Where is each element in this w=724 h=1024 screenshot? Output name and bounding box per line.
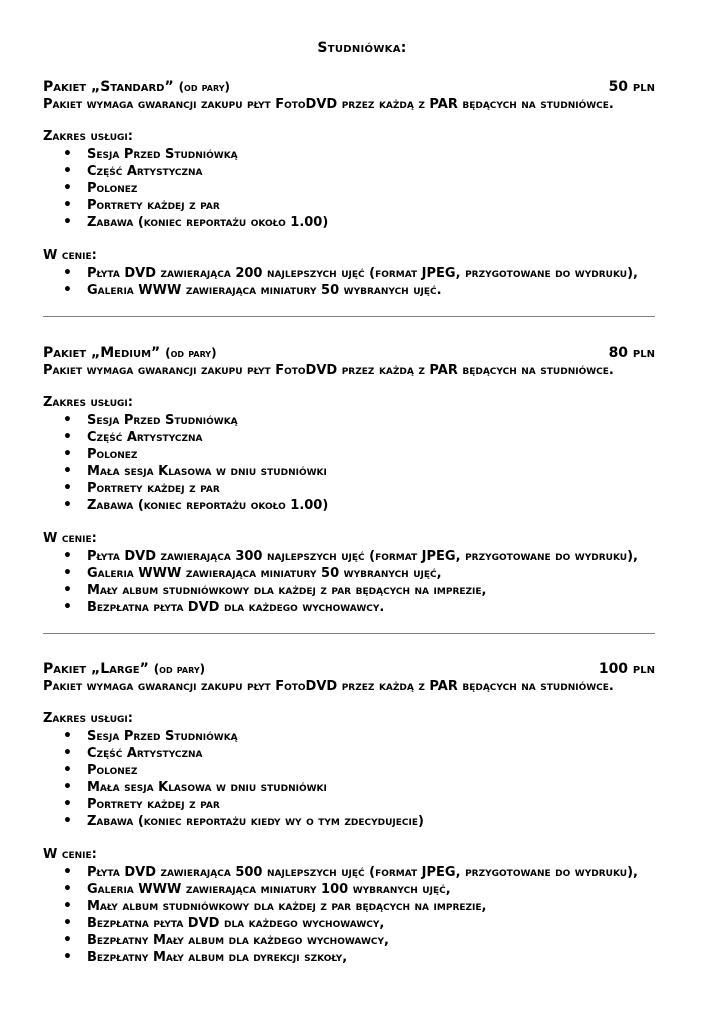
package-price: 80 pln	[608, 345, 655, 361]
package-name-row	[43, 79, 230, 95]
included-label: W cenie:	[43, 847, 97, 862]
package-standard	[43, 79, 655, 299]
scope-label: Zakres usługi:	[43, 395, 133, 410]
list-item: • Sesja Przed Studniówką	[43, 146, 655, 163]
list-item: • Zabawa (koniec reportażu około 1.00)	[43, 497, 655, 514]
list-item: • Galeria WWW zawierająca miniatury 50 wybranych ujęć,	[43, 565, 655, 582]
included-list	[43, 864, 655, 966]
included-list	[43, 265, 655, 299]
package-large	[43, 661, 655, 966]
included-label: W cenie:	[43, 531, 97, 546]
list-item: • Mała sesja Klasowa w dniu studniówki	[43, 463, 655, 480]
list-item: • Portrety każdej z par	[43, 197, 655, 214]
list-item: • Mały album studniówkowy dla każdej z par będących na imprezie,	[43, 582, 655, 599]
package-note: Pakiet wymaga gwarancji zakupu płyt FotoDVD przez każdą z PAR będących na studniówce.	[43, 363, 614, 378]
list-item: • Portrety każdej z par	[43, 796, 655, 813]
package-price: 100 pln	[598, 661, 655, 677]
list-item: • Portrety każdej z par	[43, 480, 655, 497]
list-item: • Część Artystyczna	[43, 745, 655, 762]
included-list	[43, 548, 655, 616]
list-item: • Polonez	[43, 762, 655, 779]
list-item: • Polonez	[43, 180, 655, 197]
per-pair-label: (od pary)	[178, 80, 230, 94]
package-name: Pakiet „Large”	[43, 661, 149, 677]
package-header	[43, 345, 655, 363]
list-item: • Płyta DVD zawierająca 500 najlepszych ujęć (format JPEG, przygotowane do wydruku),	[43, 864, 655, 881]
package-header	[43, 661, 655, 679]
package-price: 50 pln	[608, 79, 655, 95]
list-item: • Galeria WWW zawierająca miniatury 100 wybranych ujęć,	[43, 881, 655, 898]
list-item: • Część Artystyczna	[43, 163, 655, 180]
list-item: • Zabawa (koniec reportażu kiedy wy o tym zdecydujecie)	[43, 813, 655, 830]
scope-label: Zakres usługi:	[43, 129, 133, 144]
scope-label: Zakres usługi:	[43, 711, 133, 726]
package-note: Pakiet wymaga gwarancji zakupu płyt FotoDVD przez każdą z PAR będących na studniówce.	[43, 679, 614, 694]
list-item: • Bezpłatny Mały album dla każdego wychowawcy,	[43, 932, 655, 949]
scope-list	[43, 146, 655, 231]
page-title: Studniówka:	[317, 40, 407, 56]
package-name: Pakiet „Standard”	[43, 79, 174, 95]
package-header	[43, 79, 655, 97]
divider	[43, 316, 655, 317]
per-pair-label: (od pary)	[165, 346, 217, 360]
package-name-row	[43, 345, 217, 361]
scope-list	[43, 412, 655, 514]
list-item: • Płyta DVD zawierająca 200 najlepszych ujęć (format JPEG, przygotowane do wydruku),	[43, 265, 655, 282]
scope-list	[43, 728, 655, 830]
divider	[43, 633, 655, 634]
package-name-row	[43, 661, 205, 677]
included-label: W cenie:	[43, 248, 97, 263]
package-name: Pakiet „Medium”	[43, 345, 161, 361]
per-pair-label: (od pary)	[153, 662, 206, 676]
list-item: • Sesja Przed Studniówką	[43, 412, 655, 429]
list-item: • Sesja Przed Studniówką	[43, 728, 655, 745]
list-item: • Płyta DVD zawierająca 300 najlepszych ujęć (format JPEG, przygotowane do wydruku),	[43, 548, 655, 565]
list-item: • Część Artystyczna	[43, 429, 655, 446]
list-item: • Galeria WWW zawierająca miniatury 50 wybranych ujęć.	[43, 282, 655, 299]
list-item: • Bezpłatna płyta DVD dla każdego wychowawcy,	[43, 915, 655, 932]
list-item: • Bezpłatna płyta DVD dla każdego wychowawcy.	[43, 599, 655, 616]
list-item: • Bezpłatny Mały album dla dyrekcji szkoły,	[43, 949, 655, 966]
list-item: • Mały album studniówkowy dla każdej z par będących na imprezie,	[43, 898, 655, 915]
list-item: • Zabawa (koniec reportażu około 1.00)	[43, 214, 655, 231]
package-medium	[43, 345, 655, 616]
list-item: • Polonez	[43, 446, 655, 463]
list-item: • Mała sesja Klasowa w dniu studniówki	[43, 779, 655, 796]
package-note: Pakiet wymaga gwarancji zakupu płyt FotoDVD przez każdą z PAR będących na studniówce.	[43, 97, 614, 112]
